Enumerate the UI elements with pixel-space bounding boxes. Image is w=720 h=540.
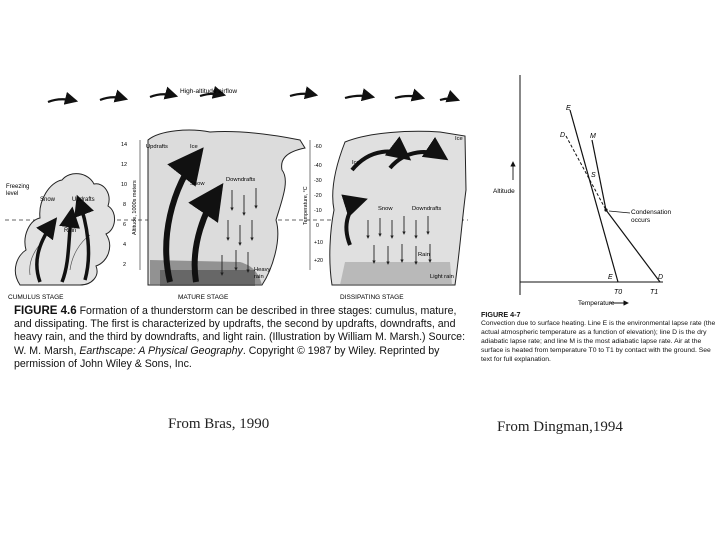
temp-tick-60: -60	[314, 144, 322, 150]
right-figure-number: FIGURE 4-7	[481, 310, 521, 319]
cumulus-updrafts-label: Updrafts	[72, 197, 95, 203]
temperature-axis	[303, 140, 323, 270]
line-d-label-bottom: D	[658, 274, 664, 281]
temp-tick-10: -10	[314, 208, 322, 214]
mature-heavy-label: Heavy	[254, 267, 271, 273]
freezing-level-label-1: Freezing	[6, 184, 30, 190]
mature-ice-label: Ice	[190, 144, 198, 150]
right-caption-text: Convection due to surface heating. Line E is the environmental lapse rate (the actual atmospheric temperature as a function of elevation); line D is the dry adiabatic lapse rate; and line M is the most adiabatic lapse rate. Air at the surface is heated from temperature T0 to T1 by contact with the ground. See text for full explanation.	[481, 320, 716, 363]
t1-label: T1	[650, 289, 659, 296]
line-e-label-bottom: E	[608, 274, 613, 281]
altitude-tick-12: 12	[121, 162, 128, 168]
temp-tick-20: -20	[314, 193, 322, 199]
mature-rain-label: rain	[254, 274, 264, 280]
mature-snow-label: Snow	[190, 181, 205, 187]
left-figure-number: FIGURE 4.6	[14, 305, 77, 317]
dissipating-snow-label: Snow	[378, 206, 393, 212]
temp-tick-40: -40	[314, 163, 322, 169]
line-d-dry-adiabatic	[566, 136, 606, 210]
high-altitude-airflow-arrows	[48, 94, 458, 102]
temperature-axis-label: Temperature, °C	[303, 186, 309, 225]
temp-tick-0: 0	[316, 223, 319, 229]
right-figure-caption	[481, 310, 717, 364]
line-m-label-top: M	[590, 133, 596, 140]
credit-dingman: From Dingman,1994	[497, 419, 623, 435]
condensation-pointer	[609, 211, 630, 213]
altitude-axis-label: Altitude, 1000s meters	[132, 180, 138, 235]
cumulus-snow-label: Snow	[40, 197, 56, 203]
altitude-tick-8: 8	[123, 202, 127, 208]
dissipating-ice-label-2: Ice	[352, 160, 360, 166]
condensation-label-2: occurs	[631, 217, 651, 224]
altitude-tick-4: 4	[123, 242, 127, 248]
left-caption-text-2: . Copyright © 1987 by Wiley. Reprinted by permission of John Wiley & Sons, Inc.	[14, 344, 440, 370]
dissipating-light-rain-label: Light rain	[430, 274, 454, 280]
altitude-tick-10: 10	[121, 182, 128, 188]
dissipating-downdrafts-label: Downdrafts	[412, 206, 442, 212]
line-d-label-top: D	[560, 132, 566, 139]
high-altitude-airflow-label: High-altitude airflow	[180, 88, 238, 95]
altitude-tick-6: 6	[123, 222, 127, 228]
altitude-tick-14: 14	[121, 142, 128, 148]
t0-label: T0	[614, 289, 623, 296]
mature-updrafts-label: Updrafts	[146, 144, 168, 150]
altitude-axis	[121, 140, 140, 270]
temp-tick-30: -30	[314, 178, 322, 184]
altitude-tick-2: 2	[123, 262, 127, 268]
mature-downdrafts-label: Downdrafts	[226, 177, 256, 183]
credit-bras: From Bras, 1990	[168, 416, 270, 432]
stage-label-dissipating: DISSIPATING STAGE	[340, 294, 404, 301]
point-s-label: S	[591, 172, 596, 179]
temperature-axis-label: Temperature	[578, 300, 615, 307]
cumulus-rain-label: Rain	[64, 228, 77, 234]
freezing-level-label-2: level	[6, 191, 19, 197]
left-figure-caption	[14, 305, 476, 371]
altitude-axis-label: Altitude	[493, 188, 515, 195]
dissipating-rain-label: Rain	[418, 252, 430, 258]
temp-tick-plus20: +20	[314, 258, 323, 264]
stage-label-cumulus: CUMULUS STAGE	[8, 294, 64, 301]
left-caption-book-title: Earthscape: A Physical Geography	[79, 344, 243, 357]
condensation-label-1: Condensation	[631, 209, 672, 216]
condensation-point	[604, 208, 607, 211]
left-caption-text-1: Formation of a thunderstorm can be described in three stages: cumulus, mature, and dissipating. The first is characterized by updrafts, the second by updrafts, downdrafts, and heavy rain, and the third by downdrafts, and light rain. (Illustration by William M. Marsh.) Source: W. M. Marsh,	[14, 305, 466, 357]
temp-tick-plus10: +10	[314, 240, 323, 246]
stage-label-mature: MATURE STAGE	[178, 294, 229, 301]
dissipating-ice-label-1: Ice	[455, 136, 463, 142]
line-e-label-top: E	[566, 105, 571, 112]
